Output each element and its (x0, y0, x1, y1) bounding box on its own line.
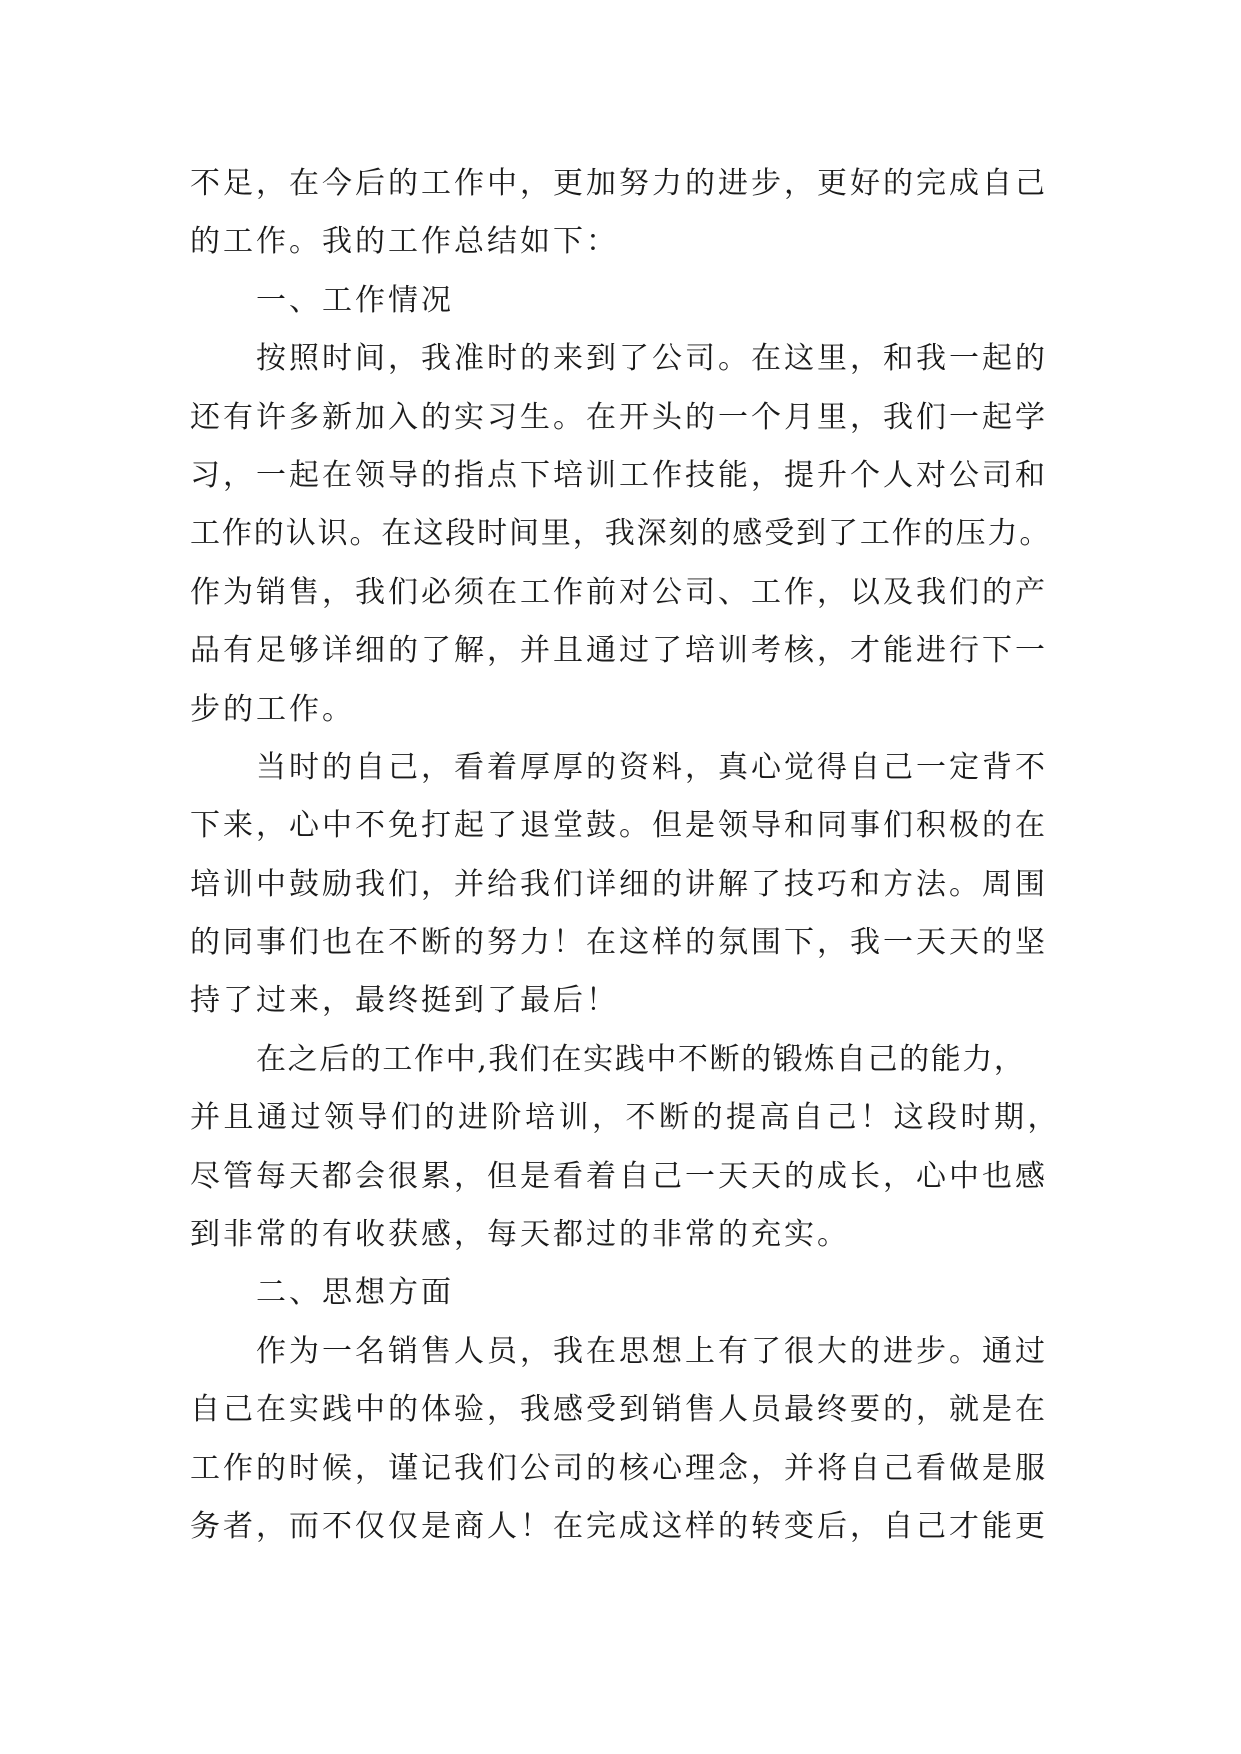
document-body (190, 155, 1060, 1556)
text-line: 工作的时候，谨记我们公司的核心理念，并将自己看做是服 (190, 1450, 1048, 1486)
paragraph (190, 1323, 1060, 1557)
text-line: 不足，在今后的工作中，更加努力的进步，更好的完成自己 (190, 166, 1048, 201)
text-line: 下来，心中不免打起了退堂鼓。但是领导和同事们积极的在 (190, 808, 1048, 844)
text-line: 培训中鼓励我们，并给我们详细的讲解了技巧和方法。周围 (190, 866, 1048, 902)
text-line: 按照时间，我准时的来到了公司。在这里，和我一起的 (256, 341, 1048, 377)
text-line: 自己在实践中的体验，我感受到销售人员最终要的，就是在 (190, 1392, 1048, 1428)
section-heading: 二、思想方面 (256, 1275, 454, 1311)
paragraph (190, 739, 1060, 1031)
text-line: 并且通过领导们的进阶培训，不断的提高自己！这段时期， (190, 1100, 1061, 1136)
text-line: 步的工作。 (190, 691, 355, 727)
text-line: 作为销售，我们必须在工作前对公司、工作，以及我们的产 (190, 574, 1048, 610)
text-line: 到非常的有收获感，每天都过的非常的充实。 (190, 1217, 850, 1253)
paragraph (190, 330, 1060, 739)
text-line: 的工作。我的工作总结如下： (190, 224, 619, 260)
section-heading-block (190, 1264, 1060, 1322)
text-line: 习，一起在领导的指点下培训工作技能，提升个人对公司和 (190, 457, 1048, 493)
section-heading: 一、工作情况 (256, 282, 454, 318)
text-line: 在之后的工作中,我们在实践中不断的锻炼自己的能力， (256, 1041, 1026, 1077)
section-heading-block (190, 272, 1060, 330)
text-line: 作为一名销售人员，我在思想上有了很大的进步。通过 (256, 1333, 1048, 1369)
text-line: 当时的自己，看着厚厚的资料，真心觉得自己一定背不 (256, 749, 1048, 785)
text-line: 品有足够详细的了解，并且通过了培训考核，才能进行下一 (190, 633, 1048, 669)
text-line: 工作的认识。在这段时间里，我深刻的感受到了工作的压力。 (190, 516, 1052, 552)
text-line: 务者，而不仅仅是商人！在完成这样的转变后，自己才能更 (190, 1508, 1048, 1544)
text-line: 还有许多新加入的实习生。在开头的一个月里，我们一起学 (190, 399, 1048, 435)
text-line: 的同事们也在不断的努力！在这样的氛围下，我一天天的坚 (190, 925, 1048, 961)
text-line: 持了过来，最终挺到了最后！ (190, 983, 619, 1019)
paragraph (190, 1031, 1060, 1265)
text-line: 尽管每天都会很累，但是看着自己一天天的成长，心中也感 (190, 1158, 1048, 1194)
paragraph (190, 155, 1060, 272)
